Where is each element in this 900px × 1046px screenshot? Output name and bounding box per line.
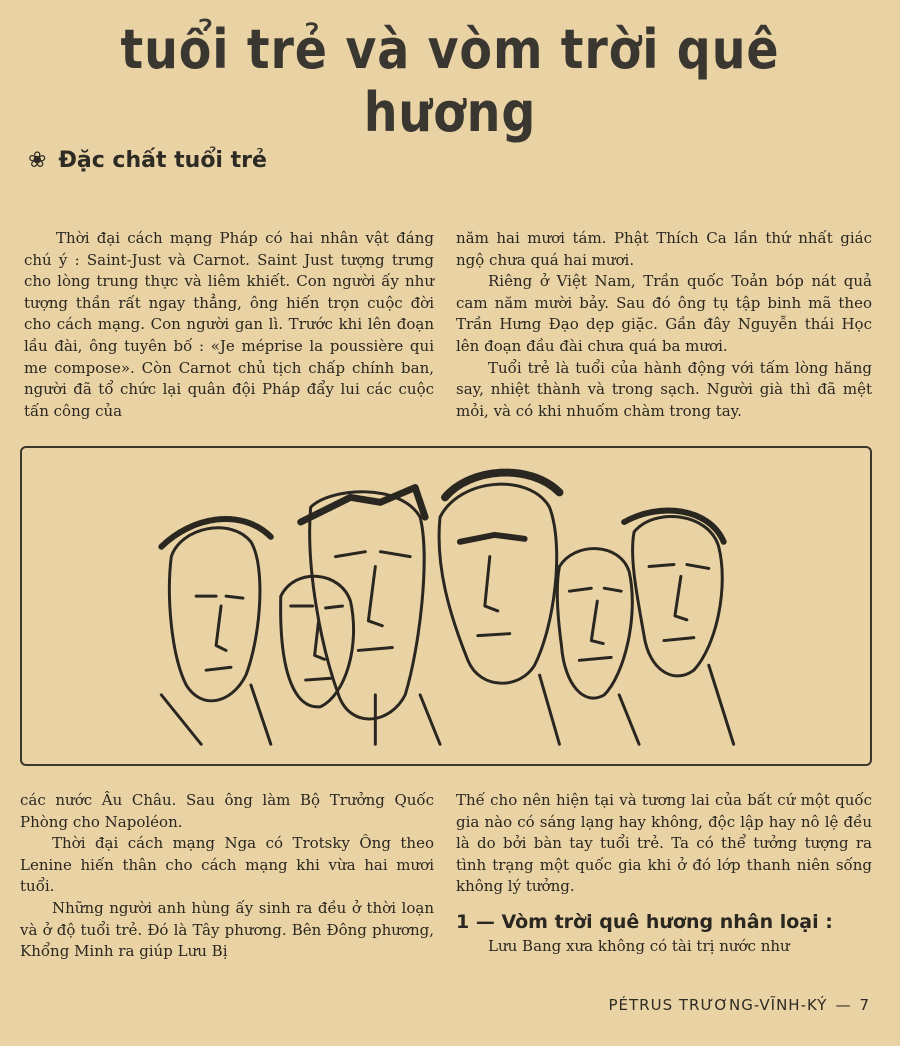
subsection-heading: 1 — Vòm trời quê hương nhân loại : — [456, 910, 833, 933]
column-2 — [456, 228, 872, 422]
faces-sketch — [22, 448, 870, 764]
section-heading-text: Đặc chất tuổi trẻ — [58, 148, 267, 173]
column-3 — [20, 790, 434, 963]
section-heading — [28, 148, 267, 173]
page-number: 7 — [859, 996, 870, 1014]
page-title: tuổi trẻ và vòm trời quê hương — [120, 18, 780, 144]
author-name: PÉTRUS TRƯƠNG-VĨNH-KÝ — [608, 996, 828, 1014]
paragraph: Thời đại cách mạng Pháp có hai nhân vật đáng chú ý : Saint-Just và Carnot. Saint Just tượng trưng cho lòng trung thực và liêm khiết. Con người ấy như tượng thần rất ngay thẳng, ông hiến trọn cuộc đời cho cách mạng. Con người gan lì. Trước khi lên đoạn lầu đài, ông tuyên bố : «Je méprise la poussière qui me compose». Còn Carnot chủ tịch chấp chính ban, người đã tổ chức lại quân đội Pháp đẩy lui các cuộc tấn công của — [24, 229, 434, 420]
footer-dash: — — [835, 996, 852, 1014]
ornament-icon: ❀ — [28, 148, 47, 173]
paragraph: Những người anh hùng ấy sinh ra đều ở thời loạn và ở độ tuổi trẻ. Đó là Tây phương. Bên Đông phương, Khổng Minh ra giúp Lưu Bị — [20, 898, 434, 961]
paragraph: Lưu Bang xưa không có tài trị nước như — [488, 936, 790, 955]
page-footer — [608, 996, 870, 1014]
column-1 — [24, 228, 434, 422]
paragraph: Thời đại cách mạng Nga có Trotsky Ông theo Lenine hiến thân cho cách mạng khi vừa hai mươi tuổi. — [20, 834, 434, 896]
paragraph: Riêng ở Việt Nam, Trần quốc Toản bóp nát quả cam năm mười bảy. Sau đó ông tụ tập binh mã theo Trần Hưng Đạo dẹp giặc. Gần đây Nguyễn thái Học lên đoạn đầu đài chưa quá ba mươi. — [456, 272, 872, 355]
woodcut-illustration — [20, 446, 872, 766]
paragraph: năm hai mươi tám. Phật Thích Ca lần thứ nhất giác ngộ chưa quá hai mươi. — [456, 229, 872, 269]
paragraph: Thế cho nên hiện tại và tương lai của bất cứ một quốc gia nào có sáng lạng hay không, độc lập hay nô lệ đều là do bởi bàn tay tuổi trẻ. Ta có thể tưởng tượng ra tình trạng một quốc gia khi ở đó lớp thanh niên sống không lý tưởng. — [456, 791, 872, 896]
paragraph: Tuổi trẻ là tuổi của hành động với tấm lòng hăng say, nhiệt thành và trong sạch. Người già thì đã mệt mỏi, và có khi nhuốm chàm trong tay. — [456, 358, 872, 420]
column-4 — [456, 790, 872, 957]
paragraph: các nước Âu Châu. Sau ông làm Bộ Trưởng Quốc Phòng cho Napoléon. — [20, 791, 434, 831]
